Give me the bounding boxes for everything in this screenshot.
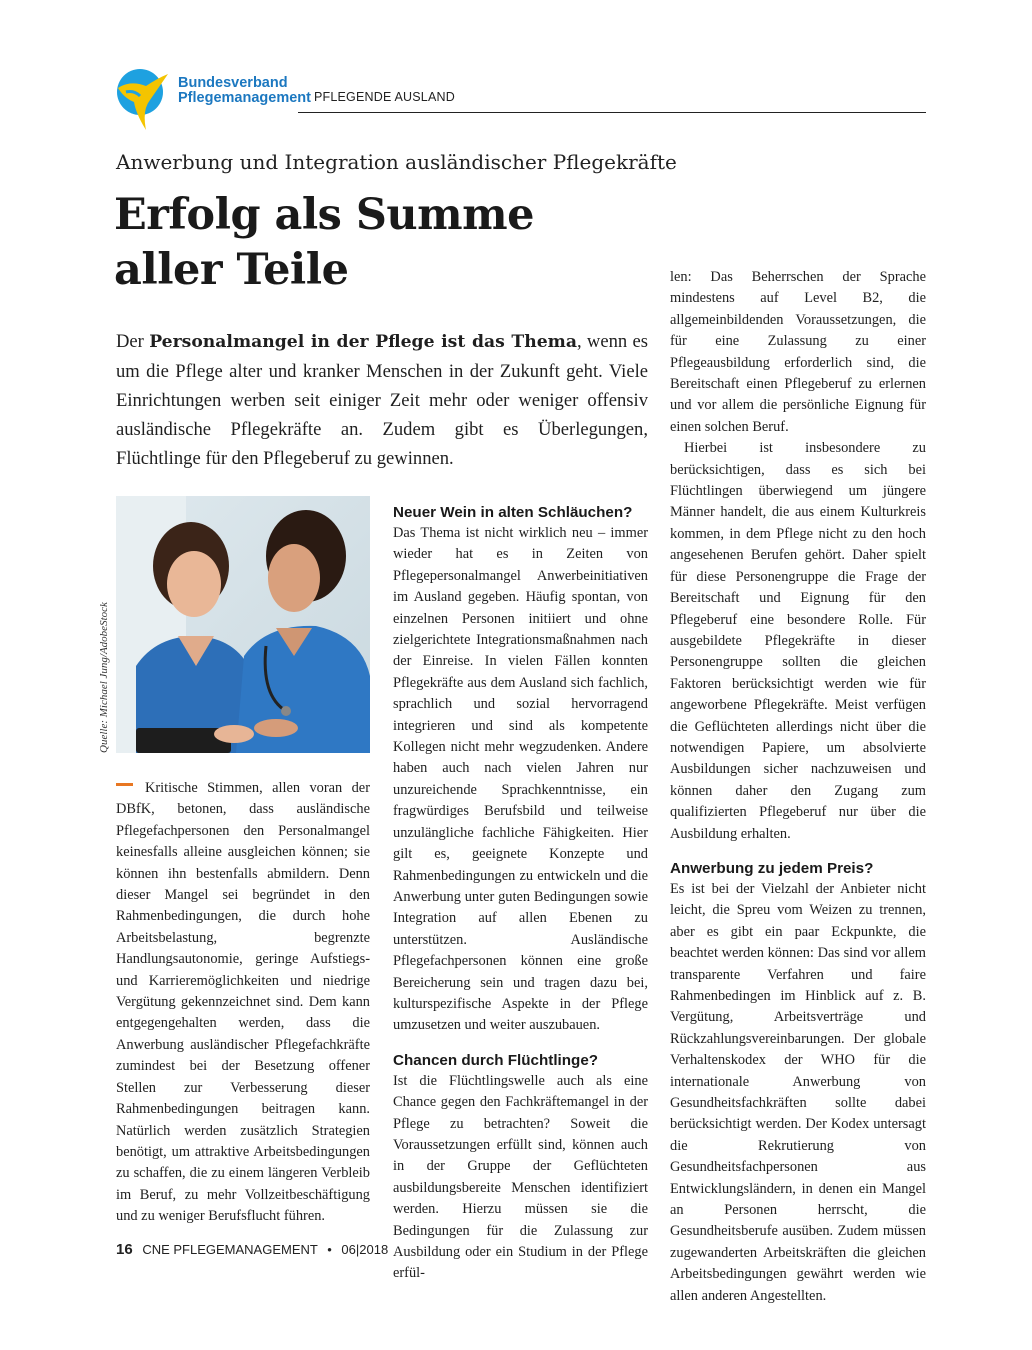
col2-paragraph-1: Das Thema ist nicht wirklich neu – immer wieder hat es in Zeiten von Pflegepersonalmangel Anwerbeinitiativen im Ausland gegeben. Häufig spontan, von einzelnen Personen initiiert und ohne zielgerichtete Integrationsmaßnahmen nach der Einreise. In vielen Fällen konnten Pflegekräfte aus dem Ausland sich fachlich, sprachlich und sozial hervorragend integrieren und sind als kompetente Kollegen nicht mehr wegzudenken. Andere haben auch nach vielen Jahren nur unzureichende Sprachkenntnisse, ein fragwürdiges Berufsbild und teilweise unzulängliche fachliche Fähigkeiten. Hier gilt es, geeignete Konzepte und Rahmenbedingungen zu entwickeln und die Anwerbung unter guten Bedingungen sowie Integration auf allen Ebenen zu unterstützen. Ausländische Pflegefachpersonen können eine große Bereicherung sein und tragen dazu bei, kulturspezifische Aspekte in der Pflege umzusetzen und weiter auszubauen. bbox=[393, 525, 648, 1034]
col1-paragraph-1 bbox=[116, 778, 370, 1228]
col3-paragraph-2: Hierbei ist insbesondere zu berücksichtigen, dass es sich bei Flüchtlingen überwiegend um jüngere Männer handelt, die aus einem Kulturkreis kommen, in dem Pflege nicht zu den hoch angesehenen Berufen gehört. Daher spielt für diese Personengruppe die Frage der Bereitschaft und Eignung für den Pflegeberuf eine besondere Rolle. Für ausgebildete Pflegekräfte in dieser Personengruppe sollten die gleichen Faktoren berücksichtigt werden wie für angeworbene Pflegekräfte. Meist verfügen die Geflüchteten allerdings nicht über die notwendigen Papiere, um absolvierte Ausbildungen sicher nachzuweisen und können daher den Zugang zum qualifizierten Pflegeberuf nur über die Ausbildung erhalten. bbox=[670, 440, 926, 842]
col1-p1-text: Kritische Stimmen, allen voran der DBfK, betonen, dass ausländische Pflegefachpersonen den Personalmangel keinesfalls alleine ausgleichen können; sie können ihn bestenfalls abmildern. Denn dieser Mangel sei begründet in den Rahmenbedingungen, die durch hohe Arbeitsbelastung, begrenzte Handlungsautonomie, geringe Aufstiegs- und Karrieremöglichkeiten und niedrige Vergütung gekennzeichnet sind. Dem kann entgegengehalten werden, dass die Anwerbung ausländischer Pflegefachkräfte zumindest bei der Besetzung offener Stellen zur Verbesserung dieser Rahmenbedingungen beitragen kann. Natürlich werden zusätzlich Strategien benötigt, um attraktive Arbeitsbedingungen zu schaffen, die zu einem längeren Verbleib im Beruf, zu mehr Vollzeitbeschäftigung und zu weniger Berufsflucht führen. bbox=[116, 780, 370, 1225]
orange-dash-icon bbox=[116, 783, 133, 786]
spacer bbox=[670, 845, 926, 858]
col3-paragraph-1: len: Das Beherrschen der Sprache mindestens auf Level B2, die allgemeinbildenden Voraussetzungen, die für eine Zulassung zu einer Pflegeausbildung erforderlich sind, die Bereitschaft einen Pflegeberuf zu erlernen und vor allem die persönliche Eignung für einen solchen Beruf. bbox=[670, 269, 926, 435]
footer-bullet: • bbox=[327, 1242, 332, 1257]
col2-paragraph-2: Ist die Flüchtlingswelle auch als eine Chance gegen den Fachkräftemangel in der Pflege zu betrachten? Soweit die Voraussetzungen erfüllt sind, können auch in der Gruppe der Geflüchteten ausbildungsbereite Menschen identifiziert werden. Hierzu müssen sie die Bedingungen für die Zulassung zur Ausbildung oder ein Studium in der Pflege erfül- bbox=[393, 1072, 648, 1282]
section-label: PFLEGENDE AUSLAND bbox=[314, 90, 455, 104]
headline-line-1: Erfolg als Summe bbox=[114, 190, 535, 240]
headline bbox=[114, 188, 534, 298]
page-footer bbox=[116, 1241, 388, 1258]
col3-paragraph-3: Es ist bei der Vielzahl der Anbieter nicht leicht, die Spreu vom Weizen zu trennen, aber es gibt ein paar Eckpunkte, die beachtet werden können: Das sind vor allem transparente Verfahren und faire Rahmenbedingen im Hinblick auf z. B. Vergütung, Arbeitsverträge und Rückzahlungsvereinbarungen. Der globale Verhaltenskodex der WHO für die internationale Anwerbung von Gesundheitsfachkräften sollte dabei berücksichtigt werden. Der Kodex untersagt die Rekrutierung von Gesundheitsfachpersonen aus Entwicklungsländern, in denen ein Mangel an Personen herrscht, die Gesundheitsberufe ausüben. Zudem müssen zugewanderten Arbeitskräften die gleichen Arbeitsbedingungen gewährt werden wie allen anderen Angestellten. bbox=[670, 880, 926, 1304]
lead-post: , wenn es um die Pflege alter und kranker Menschen in der Zukunft geht. Viele Einrichtungen werben seit einiger Zeit mehr oder weniger offensiv ausländische Pflegekräfte an. Zudem gibt es Überlegungen, Flüchtlinge für den Pflegeberuf zu gewinnen. bbox=[116, 331, 648, 469]
brand-logo-icon bbox=[112, 66, 172, 132]
column-2 bbox=[393, 502, 648, 1285]
subheading-chancen: Chancen durch Flüchtlinge? bbox=[393, 1051, 599, 1069]
brand-line-2: Pflegemanagement bbox=[178, 90, 311, 106]
headline-line-2: aller Teile bbox=[114, 245, 349, 295]
photo-credit: Quelle: Michael Jung/AdobeStock bbox=[98, 602, 110, 753]
header-rule bbox=[298, 112, 926, 113]
subheading-neuer-wein: Neuer Wein in alten Schläuchen? bbox=[393, 504, 633, 521]
journal-name: CNE PFLEGEMANAGEMENT bbox=[142, 1242, 318, 1257]
kicker: Anwerbung und Integration ausländischer Pflegekräfte bbox=[116, 150, 677, 174]
issue-number: 06|2018 bbox=[341, 1242, 389, 1257]
lead-bold: Personalmangel in der Pflege ist das Thema bbox=[149, 332, 577, 352]
column-3 bbox=[670, 267, 926, 1307]
brand-name bbox=[178, 76, 311, 106]
spacer bbox=[393, 1037, 648, 1050]
lead-pre: Der bbox=[116, 331, 150, 352]
nurses-photo bbox=[116, 496, 370, 753]
column-1 bbox=[116, 778, 370, 1228]
lead-paragraph bbox=[116, 327, 648, 473]
brand-line-1: Bundesverband bbox=[178, 75, 288, 91]
page-number: 16 bbox=[116, 1241, 133, 1258]
subheading-anwerbung: Anwerbung zu jedem Preis? bbox=[670, 859, 874, 877]
